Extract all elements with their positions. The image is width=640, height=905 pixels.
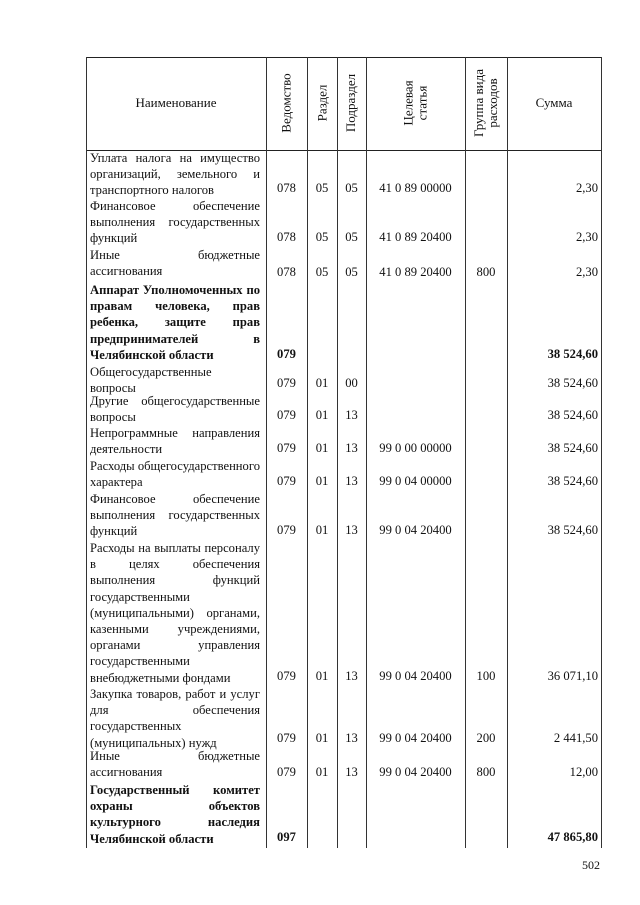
table-row [86, 686, 601, 748]
row-ved: 078 [277, 181, 296, 195]
row-ved: 097 [277, 830, 296, 844]
row-ved: 079 [277, 376, 296, 390]
row-name: Государственный комитет охраны объектов культурного наследия Челябинской области [90, 783, 260, 846]
row-summa: 2,30 [575, 230, 598, 244]
row-name: Расходы общегосударственного характера [90, 459, 260, 490]
header-razdel [307, 57, 337, 149]
row-gruppa: 800 [476, 765, 496, 779]
row-name: Иные бюджетные ассигнования [90, 749, 260, 780]
row-razdel: 01 [315, 669, 329, 683]
header-summa [507, 57, 601, 149]
table-row [86, 491, 601, 540]
row-podrazdel: 13 [345, 523, 358, 537]
row-podrazdel: 13 [345, 441, 358, 455]
row-podrazdel: 13 [345, 765, 358, 779]
row-razdel: 05 [315, 265, 329, 279]
header-name [86, 57, 266, 149]
row-razdel: 01 [315, 523, 329, 537]
row-razdel: 05 [315, 181, 329, 195]
row-podrazdel: 13 [345, 408, 358, 422]
header-ved-label: Ведомство [278, 73, 294, 133]
row-ved: 079 [277, 523, 296, 537]
row-celevaya: 41 0 89 20400 [379, 230, 452, 244]
row-celevaya: 99 0 04 20400 [379, 765, 452, 779]
row-celevaya: 99 0 04 20400 [379, 731, 452, 745]
row-gruppa: 800 [476, 265, 496, 279]
row-razdel: 01 [315, 376, 329, 390]
row-podrazdel: 13 [345, 474, 358, 488]
table-row [86, 198, 601, 247]
header-podrazdel [337, 57, 366, 149]
row-summa: 36 071,10 [547, 669, 598, 683]
row-ved: 078 [277, 265, 296, 279]
row-summa: 38 524,60 [547, 408, 598, 422]
header-gruppa [465, 57, 507, 149]
row-ved: 079 [277, 408, 296, 422]
row-gruppa: 100 [476, 669, 496, 683]
row-podrazdel: 13 [345, 731, 358, 745]
row-name: Общегосударственные вопросы [90, 365, 212, 396]
header-gruppa-label: Группа вида расходов [471, 69, 501, 137]
row-ved: 079 [277, 474, 296, 488]
row-name: Другие общегосударственные вопросы [90, 394, 260, 425]
row-ved: 079 [277, 669, 296, 683]
table-row [86, 782, 601, 847]
row-name: Аппарат Уполномоченных по правам человека, прав ребенка, защите прав предпринимателей в Челябинской области [90, 283, 260, 362]
row-celevaya: 99 0 04 20400 [379, 523, 452, 537]
row-razdel: 01 [315, 731, 329, 745]
row-razdel: 05 [315, 230, 329, 244]
header-podrazdel-label: Подраздел [343, 73, 359, 133]
row-ved: 079 [277, 347, 296, 361]
column-border-right [601, 57, 602, 848]
table-row [86, 282, 601, 364]
row-ved: 078 [277, 230, 296, 244]
table-row [86, 748, 601, 782]
page-number: 502 [582, 858, 600, 872]
header-razdel-label: Раздел [314, 84, 329, 122]
row-name: Финансовое обеспечение выполнения государственных функций [90, 492, 260, 539]
row-podrazdel: 05 [345, 230, 358, 244]
row-summa: 38 524,60 [547, 523, 598, 537]
row-summa: 47 865,80 [547, 830, 598, 844]
row-summa: 2,30 [575, 265, 598, 279]
row-name: Уплата налога на имущество организаций, земельного и транспортного налогов [90, 151, 260, 198]
table-row [86, 458, 601, 491]
row-razdel: 01 [315, 474, 329, 488]
row-summa: 38 524,60 [547, 474, 598, 488]
table-row [86, 364, 601, 396]
row-celevaya: 99 0 00 00000 [379, 441, 452, 455]
header-celevaya [366, 57, 465, 149]
row-podrazdel: 00 [345, 376, 358, 390]
row-celevaya: 41 0 89 20400 [379, 265, 452, 279]
table-row [86, 150, 601, 198]
row-name: Закупка товаров, работ и услуг для обеспечения государственных (муниципальных) нужд [90, 687, 260, 750]
row-summa: 38 524,60 [547, 376, 598, 390]
row-summa: 38 524,60 [547, 347, 598, 361]
row-razdel: 01 [315, 408, 329, 422]
row-ved: 079 [277, 731, 296, 745]
row-summa: 2,30 [575, 181, 598, 195]
header-name-label: Наименование [135, 95, 217, 110]
table-row [86, 540, 601, 686]
row-name: Иные бюджетные ассигнования [90, 248, 260, 279]
table-row [86, 247, 601, 282]
row-ved: 079 [277, 441, 296, 455]
row-podrazdel: 05 [345, 181, 358, 195]
row-celevaya: 99 0 04 20400 [379, 669, 452, 683]
table-row [86, 393, 601, 425]
row-podrazdel: 13 [345, 669, 358, 683]
row-gruppa: 200 [476, 731, 496, 745]
row-summa: 2 441,50 [553, 731, 598, 745]
row-summa: 38 524,60 [547, 441, 598, 455]
row-razdel: 01 [315, 441, 329, 455]
row-podrazdel: 05 [345, 265, 358, 279]
row-razdel: 01 [315, 765, 329, 779]
row-name: Финансовое обеспечение выполнения государственных функций [90, 199, 260, 246]
row-celevaya: 41 0 89 00000 [379, 181, 452, 195]
header-celevaya-label: Целевая статья [400, 80, 430, 126]
row-name: Расходы на выплаты персоналу в целях обеспечения выполнения функций государственными (муниципальными) органами, казенными учреждениями, органами управления государственными внебюджетными фондами [90, 541, 260, 685]
row-celevaya: 99 0 04 00000 [379, 474, 452, 488]
row-name: Непрограммные направления деятельности [90, 426, 260, 457]
row-ved: 079 [277, 765, 296, 779]
row-summa: 12,00 [569, 765, 598, 779]
header-summa-label: Сумма [535, 95, 573, 110]
header-ved [266, 57, 307, 149]
table-row [86, 425, 601, 458]
